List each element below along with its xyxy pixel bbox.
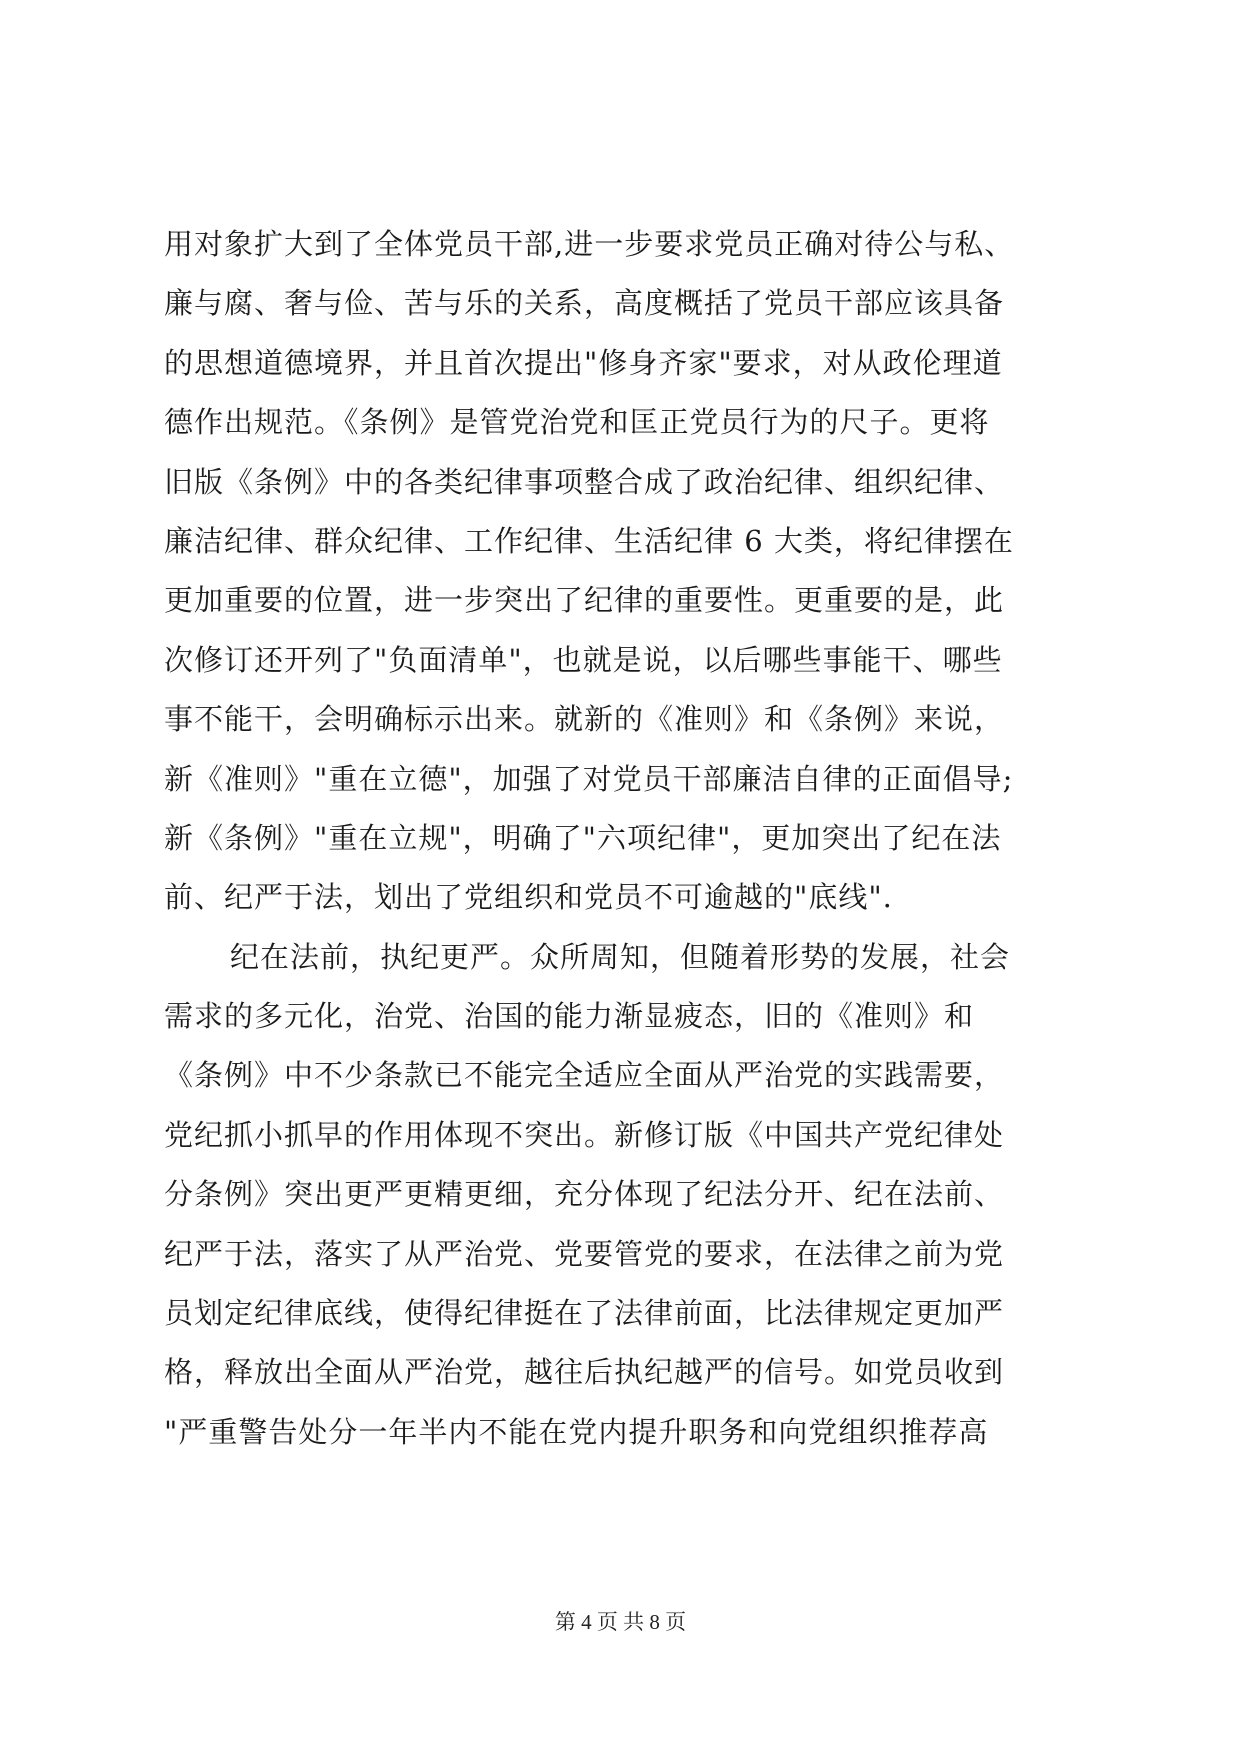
text-line: "严重警告处分一年半内不能在党内提升职务和向党组织推荐高 bbox=[164, 1414, 989, 1449]
text-line: 用对象扩大到了全体党员干部,进一步要求党员正确对待公与私、 bbox=[164, 227, 1015, 261]
paragraph-start-line: 纪在法前，执纪更严。众所周知，但随着形势的发展，社会 bbox=[230, 939, 1011, 974]
text-line: 次修订还开列了"负面清单"，也就是说，以后哪些事能干、哪些 bbox=[164, 642, 1003, 677]
text-line: 事不能干，会明确标示出来。就新的《准则》和《条例》来说， bbox=[164, 702, 1005, 737]
text-line: 廉与腐、奢与俭、苦与乐的关系，高度概括了党员干部应该具备 bbox=[164, 286, 1005, 321]
text-line: 纪严于法，落实了从严治党、党要管党的要求，在法律之前为党 bbox=[164, 1236, 1005, 1271]
page-number-footer: 第 4 页 共 8 页 bbox=[554, 1610, 687, 1634]
text-line: 需求的多元化，治党、治国的能力渐显疲态，旧的《准则》和 bbox=[164, 999, 975, 1034]
text-line: 的思想道德境界，并且首次提出"修身齐家"要求，对从政伦理道 bbox=[164, 345, 1003, 380]
text-line: 廉洁纪律、群众纪律、工作纪律、生活纪律 6 大类，将纪律摆在 bbox=[164, 523, 1014, 558]
text-line: 前、纪严于法，划出了党组织和党员不可逾越的"底线". bbox=[164, 880, 893, 915]
text-line: 分条例》突出更严更精更细，充分体现了纪法分开、纪在法前、 bbox=[164, 1177, 1005, 1212]
text-line: 更加重要的位置，进一步突出了纪律的重要性。更重要的是，此 bbox=[164, 583, 1005, 618]
text-line: 德作出规范。《条例》是管党治党和匡正党员行为的尺子。更将 bbox=[164, 405, 990, 440]
text-line: 格，释放出全面从严治党，越往后执纪越严的信号。如党员收到 bbox=[164, 1355, 1005, 1390]
text-line: 新《准则》"重在立德"，加强了对党员干部廉洁自律的正面倡导; bbox=[164, 761, 1014, 796]
text-line: 《条例》中不少条款已不能完全适应全面从严治党的实践需要， bbox=[164, 1058, 1005, 1093]
text-line: 党纪抓小抓早的作用体现不突出。新修订版《中国共产党纪律处 bbox=[164, 1117, 1005, 1152]
text-line: 员划定纪律底线，使得纪律挺在了法律前面，比法律规定更加严 bbox=[164, 1296, 1005, 1331]
text-line: 新《条例》"重在立规"，明确了"六项纪律"，更加突出了纪在法 bbox=[164, 820, 1002, 855]
body-text bbox=[164, 215, 1094, 1462]
text-line: 旧版《条例》中的各类纪律事项整合成了政治纪律、组织纪律、 bbox=[164, 464, 1005, 499]
